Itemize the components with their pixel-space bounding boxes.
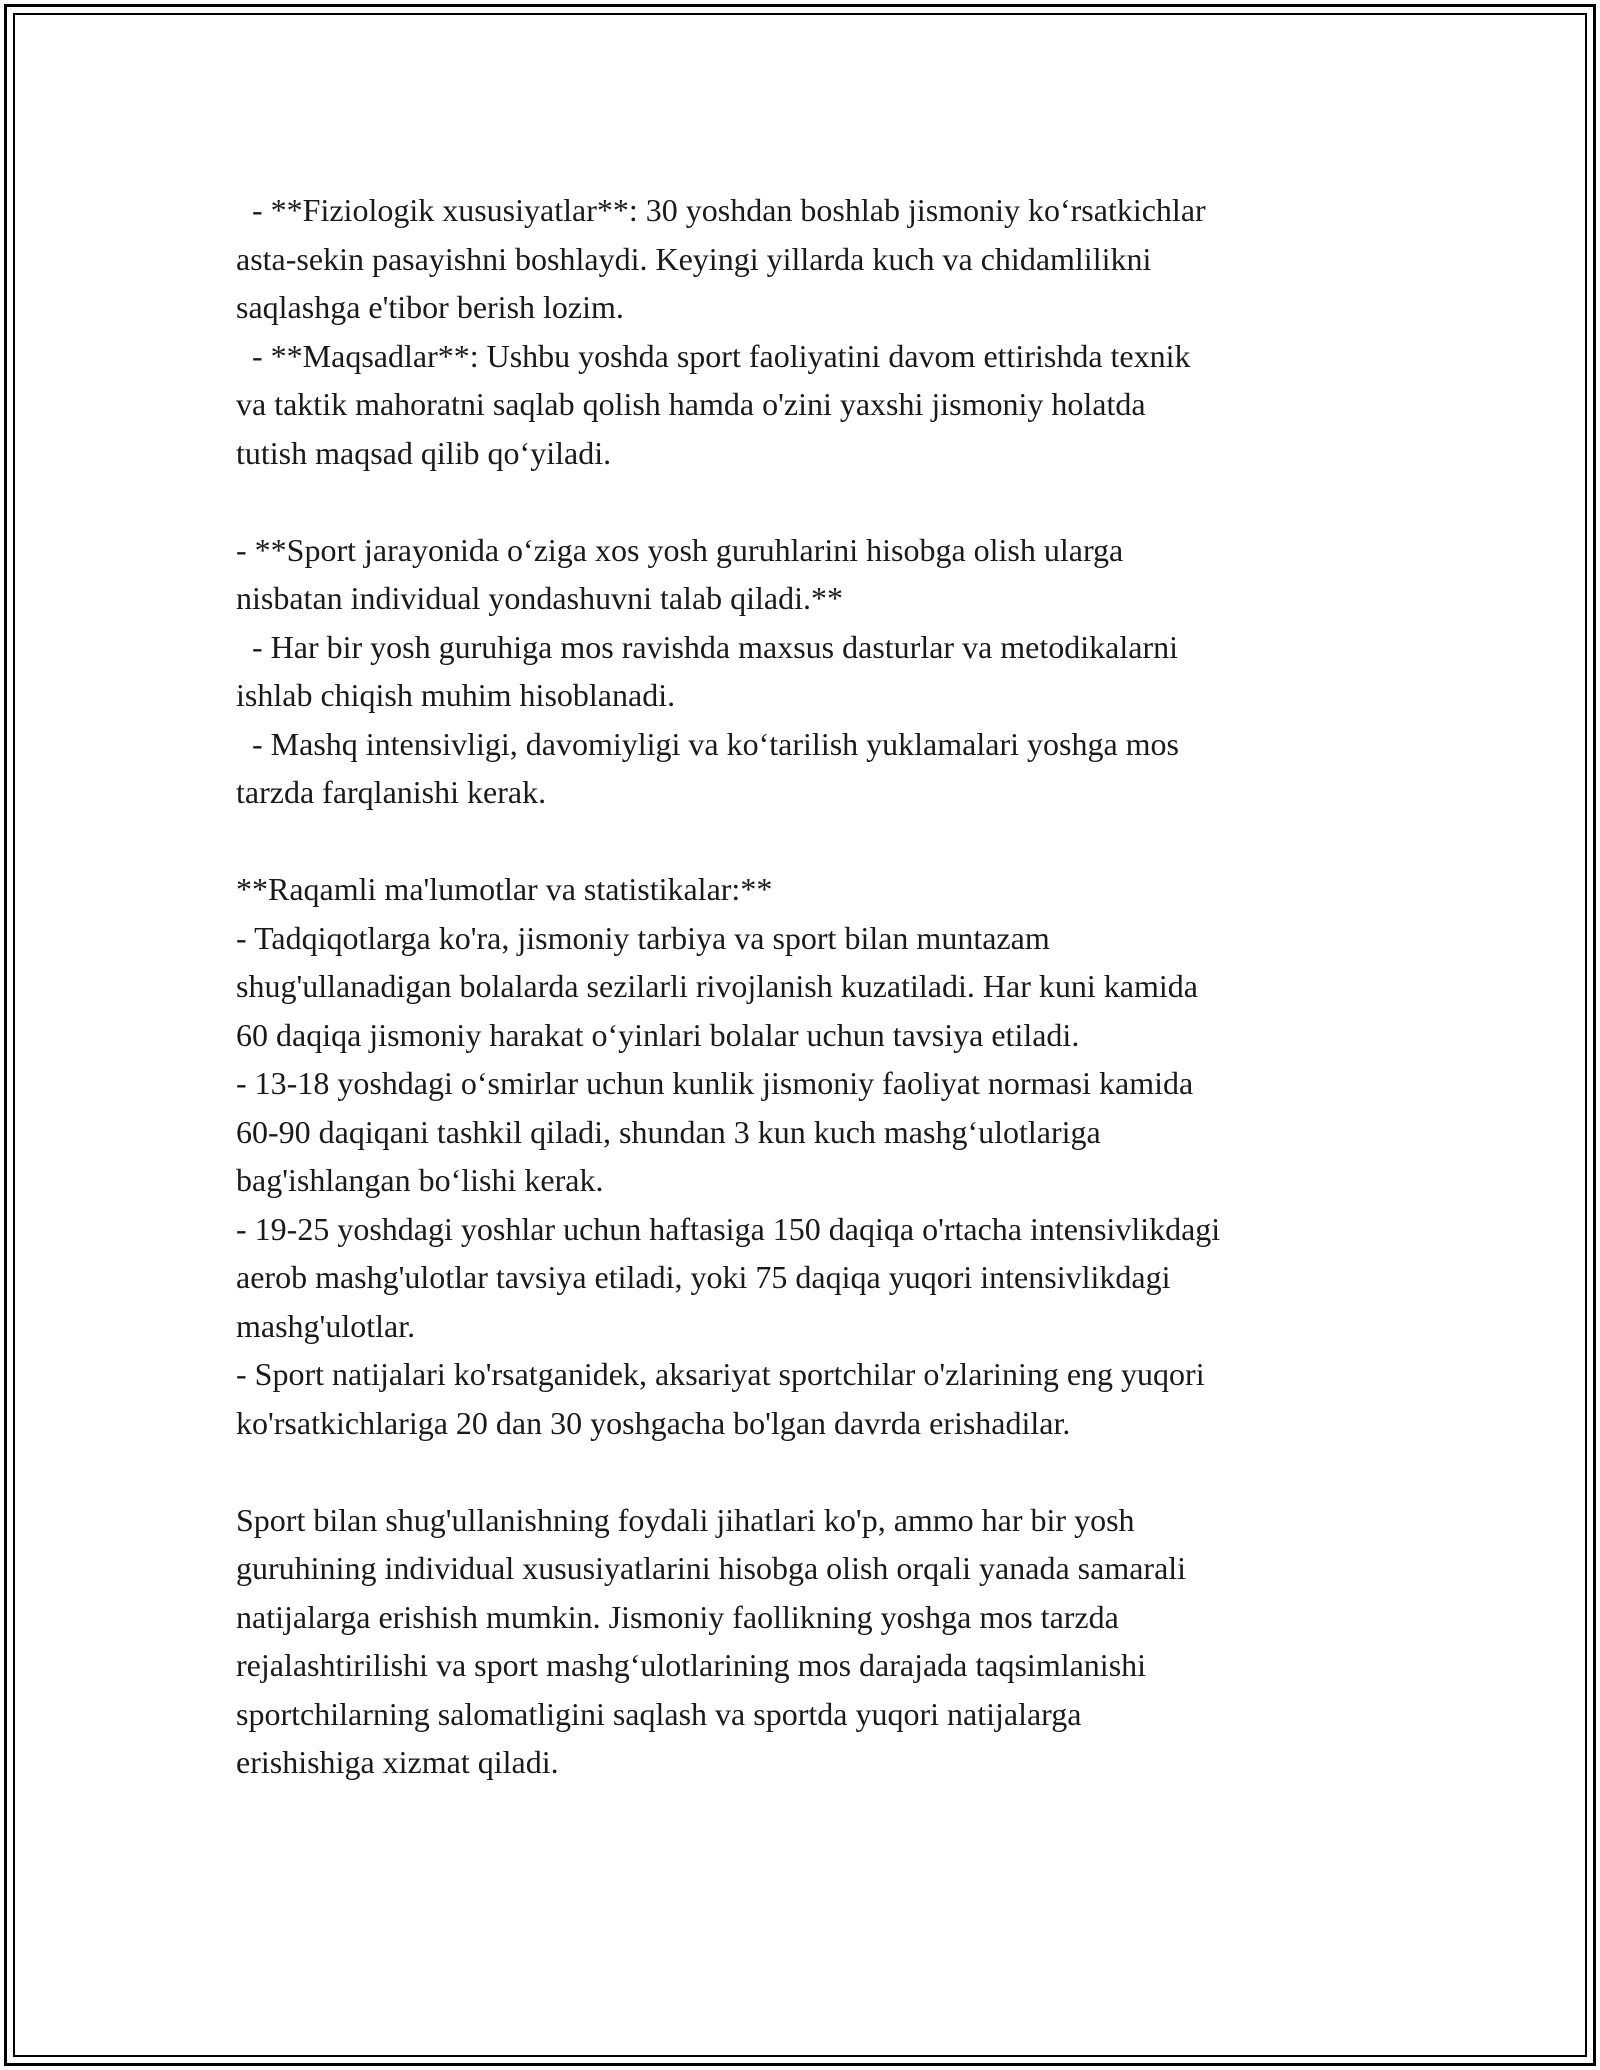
text-line: - Har bir yosh guruhiga mos ravishda maxsus dasturlar va metodikalarni (236, 628, 1178, 665)
text-line: 60 daqiqa jismoniy harakat oʻyinlari bolalar uchun tavsiya etiladi. (236, 1016, 1080, 1053)
text-line: asta-sekin pasayishni boshlaydi. Keyingi yillarda kuch va chidamlilikni (236, 240, 1152, 277)
paragraph-physiology-goals (236, 186, 1376, 477)
paragraph-individual-approach (236, 526, 1376, 817)
text-line: shug'ullanadigan bolalarda sezilarli rivojlanish kuzatiladi. Har kuni kamida (236, 968, 1198, 1004)
text-line: tarzda farqlanishi kerak. (236, 774, 547, 810)
text-line: - 19-25 yoshdagi yoshlar uchun haftasiga 150 daqiqa o'rtacha intensivlikdagi (236, 1210, 1221, 1247)
text-line: sportchilarning salomatligini saqlash va sportda yuqori natijalarga (236, 1695, 1082, 1732)
document-body (236, 186, 1376, 1787)
text-line: tutish maqsad qilib qoʻyiladi. (236, 434, 612, 471)
text-line: va taktik mahoratni saqlab qolish hamda o'zini yaxshi jismoniy holatda (236, 386, 1146, 422)
text-line: - **Fiziologik xususiyatlar**: 30 yoshdan boshlab jismoniy koʻrsatkichlar (236, 192, 1206, 228)
text-line: Sport bilan shug'ullanishning foydali jihatlari ko'p, ammo har bir yosh (236, 1501, 1135, 1538)
text-line: aerob mashg'ulotlar tavsiya etiladi, yoki 75 daqiqa yuqori intensivlikdagi (236, 1259, 1171, 1295)
text-line: guruhining individual xususiyatlarini hisobga olish orqali yanada samarali (236, 1550, 1187, 1586)
paragraph-spacer (236, 1447, 1376, 1496)
text-line: ishlab chiqish muhim hisoblanadi. (236, 677, 676, 713)
text-line: - Sport natijalari ko'rsatganidek, aksariyat sportchilar o'zlarining eng yuqori (236, 1356, 1205, 1392)
paragraph-spacer (236, 817, 1376, 866)
text-line: 60-90 daqiqani tashkil qiladi, shundan 3 kun kuch mashgʻulotlariga (236, 1113, 1101, 1150)
text-line: - Tadqiqotlarga ko'ra, jismoniy tarbiya va sport bilan muntazam (236, 919, 1050, 956)
text-line: natijalarga erishish mumkin. Jismoniy faollikning yoshga mos tarzda (236, 1598, 1119, 1635)
text-line: - **Maqsadlar**: Ushbu yoshda sport faoliyatini davom ettirishda texnik (236, 337, 1191, 374)
text-line: erishishiga xizmat qiladi. (236, 1744, 559, 1780)
text-line: - 13-18 yoshdagi oʻsmirlar uchun kunlik jismoniy faoliyat normasi kamida (236, 1065, 1194, 1101)
text-line: bag'ishlangan boʻlishi kerak. (236, 1162, 604, 1198)
text-line: mashg'ulotlar. (236, 1307, 416, 1344)
text-line: rejalashtirilishi va sport mashgʻulotlarining mos darajada taqsimlanishi (236, 1647, 1147, 1683)
paragraph-statistics (236, 865, 1376, 1447)
text-line: ko'rsatkichlariga 20 dan 30 yoshgacha bo'lgan davrda erishadilar. (236, 1404, 1071, 1441)
text-line: saqlashga e'tibor berish lozim. (236, 289, 624, 325)
text-line: - **Sport jarayonida oʻziga xos yosh guruhlarini hisobga olish ularga (236, 531, 1124, 568)
paragraph-spacer (236, 477, 1376, 526)
paragraph-conclusion (236, 1496, 1376, 1787)
text-line: - Mashq intensivligi, davomiyligi va koʻtarilish yuklamalari yoshga mos (236, 725, 1179, 762)
text-line: nisbatan individual yondashuvni talab qiladi.** (236, 580, 844, 616)
text-line: **Raqamli ma'lumotlar va statistikalar:** (236, 871, 773, 907)
